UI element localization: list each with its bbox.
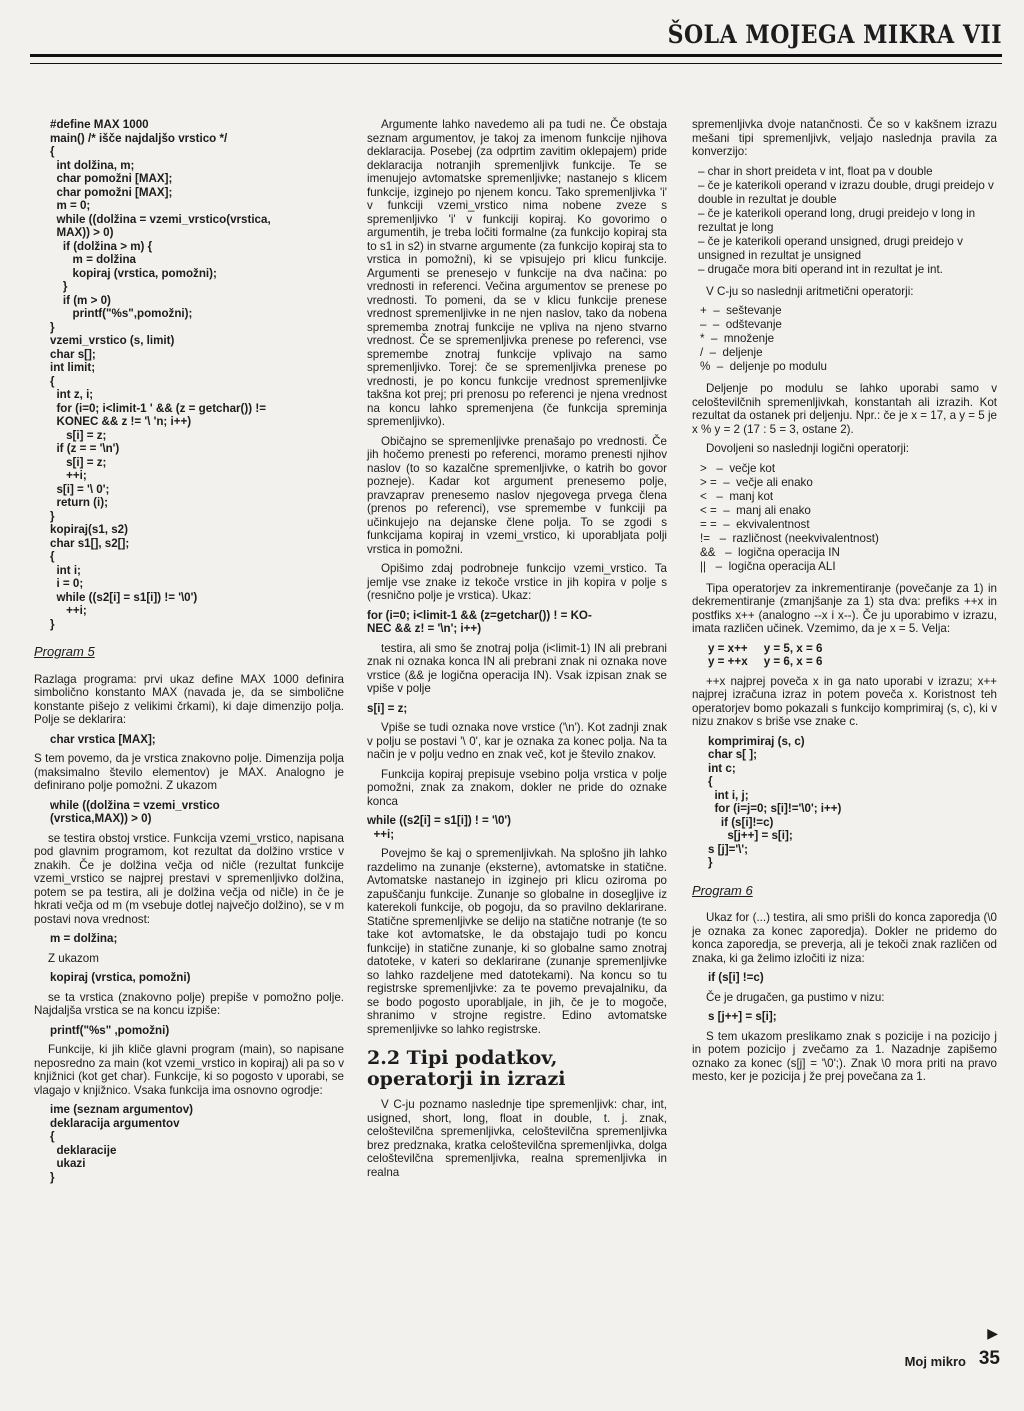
page-header-title: ŠOLA MOJEGA MIKRA VII [667, 20, 1002, 50]
paragraph: V C-ju so naslednji aritmetični operatorji: [706, 284, 914, 298]
paragraph: Argumente lahko navedemo ali pa tudi ne. Če obstaja seznam argumentov, je takoj za imenom funkcije njihova deklaracija. Posebej (za odprtim zavitim oklepajem) pride deklaracija notranjih spremenljivk funkcije. Te se imenujejo avtomatske spremenljivke; nastanejo s klicem funkcije, izginejo po njenem koncu. Tako spremenljivka 'i' v funkciji vzemi_vrstico nima nobene zveze s spremenljivko 'i' v funkciji kopiraj. Ko govorimo o argumentih, je treba ločiti formalne (za funkcijo kopiraj sta to s1 in s2) in stvarne argumente (za funkcijo kopiraj sta to vrstica in pomožni), ki se vpisujejo pri klicu funkcije. Argumenti se prenesejo v funkcije na dva načina: po vrednosti in referenci. Večina argumentov se prenese po vrednosti. To pomeni, da se v klicu funkcije prenese vrednost spremenljivke in ne njen naslov, tako da nobena sprememba znotraj funkcije ne vpliva na njeno stvarno vrednost. Če se spremenljivka prenese po referenci, vse spremembe znotraj funkcije vplivajo na samo spremenljivko. Torej: če se spremenljivka prenese po vrednosti, je po koncu funkcije vrednost spremenljivke takšna kot prej; pri prenosu po referenci je njena vrednost na koncu lahko spremenjena (če funkcija spreminja spremenljivko). [367, 118, 667, 428]
code-snippet: if (s[i] !=c) [708, 971, 764, 984]
paragraph: se ta vrstica (znakovno polje) prepiše v pomožno polje. Najdaljša vrstica se na koncu izpiše: [34, 990, 344, 1017]
footer-page-number: 35 [978, 1348, 1000, 1369]
column-1 [34, 118, 344, 1190]
code-program-6: komprimiraj (s, c) char s[ ]; int c; { int i, j; for (i=j=0; s[i]!='\0'; i++) if (s[i]!=c) s[j++] = s[i]; s [j]='\'; } [708, 734, 842, 869]
continue-arrow-icon: ▶ [987, 1325, 998, 1341]
paragraph: Deljenje po modulu se lahko uporabi samo v celoštevilčnih spremenljivkah, konstantah ali izrazih. Kot rezultat da ostanek pri deljenju. Npr.: če je x = 17, a y = 5 je x % y = 2 (17 : 5 = 3, ostane 2). [692, 382, 997, 436]
paragraph: ++x najprej poveča x in ga nato uporabi v izrazu; x++ najprej izračuna izraz in potem poveča x. Koristnost teh operatorjev bomo pokazali s funkcijo komprimiraj (s, c), ki v nizu znakov s briše vse znake c. [692, 674, 997, 728]
code-program-5: #define MAX 1000 main() /* išče najdaljšo vrstico */ { int dolžina, m; char pomožni [MAX]; char pomožni [MAX]; m = 0; while ((dolžina = vzemi_vrstico(vrstica, MAX)) > 0) if (dolžina > m) { m = dolžina kopiraj (vrstica, pomožni); } if (m > 0) printf("%s",pomožni); } vzemi_vrstico (s, limit) char s[]; int limit; { int z, i; for (i=0; i<limit-1 ' && (z = getchar()) != KONEC && z != '\ 'n; i++) s[i] = z; if (z = = '\n') s[i] = z; ++i; s[i] = '\ 0'; return (i); } kopiraj(s1, s2) char s1[], s2[]; { int i; i = 0; while ((s2[i] = s1[i]) != '\0') ++i; } [50, 118, 271, 631]
code-snippet: s [j++] = s[i]; [708, 1010, 777, 1023]
paragraph: Običajno se spremenljivke prenašajo po vrednosti. Če jih hočemo prenesti po referenci, moramo prenesti njihov naslov (to so kazalčne spremenljivke, o katrih bo govor pozneje). Kadar kot argument prenesemo polje, pravzaprav prenesemo naslov njegovega prvega člena (prenos po referenci), vse spremembe v funkciji pa učinkujejo na dejanske člene polja. To se zgodi s funkcijama kopiraj in vzemi_vrstico, ki uporabljata polji vrstica in pomožni. [367, 434, 667, 556]
code-snippet: while ((s2[i] = s1[i]) ! = '\0') ++i; [367, 814, 512, 841]
column-2 [367, 118, 667, 1185]
code-snippet: s[i] = z; [367, 701, 408, 715]
paragraph: Tipa operatorjev za inkrementiranje (povečanje za 1) in dekrementiranje (zmanjšanje za 1) sta dva: prefiks ++x in postfiks x++ (analogno --x i x--). Če ju uporabimo v izrazu, imata različen učinek. Vzemimo, da je x = 5. Velja: [692, 581, 997, 635]
paragraph: Vpiše se tudi oznaka nove vrstice ('\n'). Kot zadnji znak v polju se postavi '\ 0', kar je oznaka za konec polja. Na ta način je v polju vedno en znak več, kot je število znakov. [367, 721, 667, 761]
caption-program-6: Program 6 [692, 882, 753, 898]
header-rule-thin [30, 63, 1002, 64]
footer-magazine-name: Moj mikro [904, 1354, 966, 1369]
code-snippet: printf("%s" ,pomožni) [50, 1023, 170, 1037]
conversion-rules-list: – char in short preideta v int, float pa v double – če je katerikoli operand v izrazu double, drugi preidejo v double in rezultat je double – če je katerikoli operand long, drugi preidejo v long in rezultat je long – če je katerikoli operand unsigned, drugi preidejo v unsigned in rezultat je unsigned – drugače mora biti operand int in rezultat je int. [698, 164, 994, 276]
paragraph: spremenljivka dvoje natančnosti. Če so v kakšnem izrazu mešani tipi spremenljivk, veljajo naslednja pravila za konverzijo: [692, 118, 997, 158]
code-snippet: kopiraj (vrstica, pomožni) [50, 971, 191, 984]
paragraph: Povejmo še kaj o spremenljivkah. Na splošno jih lahko razdelimo na zunanje (eksterne), avtomatske in statične. Avtomatske nastanejo in izginejo pri klicu oziroma po zapuščanju funkcije. Zunanje so globalne in dosegljive iz katerekoli funkcije, ob pogoju, da so pravilno deklarirane. Statične spremenljivke se delijo na statične notranje (te so take kot avtomatske, le da obstajajo tudi po koncu funkcije) in statične zunanje, ki so globalne samo znotraj datoteke, v kateri so deklarirane (zunanje spremenljivke so lahko razdeljene med datotekami). Na koncu so tu registrske spremenljivke: za te povemo prevajalniku, da se bodo pogosto uporabljale, in jih, če je to mogoče, shranimo v strojne registre. Edino avtomatske spremenljivke so lahko registrske. [367, 847, 667, 1036]
paragraph: S tem povemo, da je vrstica znakovno polje. Dimenzija polja (maksimalno število elementov) je MAX. Analogno je definirano polje pomožni. Z ukazom [34, 752, 344, 792]
paragraph: se testira obstoj vrstice. Funkcija vzemi_vrstico, napisana pod glavnim programom, kot rezultat da dolžino vrstice v znakih. Če je dolžina večja od ničle (rezultat funkcije vzemi_vrstico se najprej prestavi v spremenljivko dolžina, potem se pa testira, ali je dolžina večja od ničle) in če je hkrati večja od m (m vsebuje dotlej največjo dolžino), se v m postavi nova vrednost: [34, 831, 344, 926]
paragraph: Razlaga programa: prvi ukaz define MAX 1000 definira simbolično konstanto MAX (navada je, da se simbolične konstante pišejo z velikimi črkami), ki daje dimenzijo polja. Polje se deklarira: [34, 672, 344, 726]
paragraph: V C-ju poznamo naslednje tipe spremenljivk: char, int, usigned, short, long, float in double, t. j. znak, celoštevilčna spremenljivka, celoštevilčna spremenljivka brez predznaka, kratka celoštevilčna spremenljivka, dolga celoštevilčna spremenljivka, realna spremenljivka in realna [367, 1098, 667, 1179]
paragraph: Dovoljeni so naslednji logični operatorji: [706, 442, 910, 455]
paragraph: Funkcija kopiraj prepisuje vsebino polja vrstica v polje pomožni, znak za znakom, dokler ne pride do oznake konca [367, 767, 667, 808]
code-snippet: for (i=0; i<limit-1 && (z=getchar()) ! = KO- NEC && z! = '\n'; i++) [367, 608, 592, 635]
arithmetic-operators-list: + – seštevanje – – odštevanje * – množenje / – deljenje % – deljenje po modulu [700, 304, 827, 373]
column-3 [692, 118, 997, 1090]
paragraph: Če je drugačen, ga pustimo v nizu: [706, 990, 885, 1004]
paragraph: Z ukazom [48, 951, 99, 965]
code-snippet: y = x++ y = 5, x = 6 y = ++x y = 6, x = 6 [708, 641, 823, 668]
code-function-skeleton: ime (seznam argumentov) deklaracija argumentov { deklaracije ukazi } [50, 1103, 194, 1184]
code-snippet: while ((dolžina = vzemi_vrstico (vrstica,MAX)) > 0) [50, 798, 220, 825]
header-rule-thick [30, 54, 1002, 57]
paragraph: testira, ali smo še znotraj polja (i<limit-1) IN ali prebrani znak ni oznaka konca IN ali prebrani znak ni oznaka nove vrstice (&& je logična operacija IN). Vsak izpisan znak se vpiše v polje [367, 641, 667, 695]
paragraph: Opišimo zdaj podrobneje funkcijo vzemi_vrstico. Ta jemlje vse znake iz tekoče vrstice in jih kopira v polje s (resnično polje je vrstica). Ukaz: [367, 562, 667, 602]
paragraph: Funkcije, ki jih kliče glavni program (main), so napisane neposredno za main (kot vzemi_vrstico in kopiraj) ali pa so v knjižnici (kot get char). Funkcije, ki so pogosto v uporabi, se vlagajo v knjižnico. Vsaka funkcija ima osnovno ogrodje: [34, 1043, 344, 1097]
paragraph: Ukaz for (...) testira, ali smo prišli do konca zaporedja (\0 je oznaka za konec zaporedja). Dokler ne pridemo do konca zaporedja, se preverja, ali je tekoči znak različen od znaka, ki ga želimo izločiti iz niza: [692, 911, 997, 965]
section-heading: 2.2 Tipi podatkov, operatorji in izrazi [367, 1047, 566, 1090]
code-snippet: m = dolžina; [50, 932, 118, 945]
code-snippet: char vrstica [MAX]; [50, 732, 156, 746]
caption-program-5: Program 5 [34, 644, 95, 659]
logical-operators-list: > – večje kot > = – večje ali enako < – manj kot < = – manj ali enako = = – ekvivalentnost != – različnost (neekvivalentnost) && – logična operacija IN || – logična operacija ALI [700, 461, 879, 573]
paragraph: S tem ukazom preslikamo znak s pozicije i na pozicijo j in potem pozicijo j zvečamo za 1. Nazadnje zapišemo oznako za konec (s[j] = '\0';). Znak \0 mora priti na pravo mesto, ker je pozicija j že prej povečana za 1. [692, 1029, 997, 1083]
